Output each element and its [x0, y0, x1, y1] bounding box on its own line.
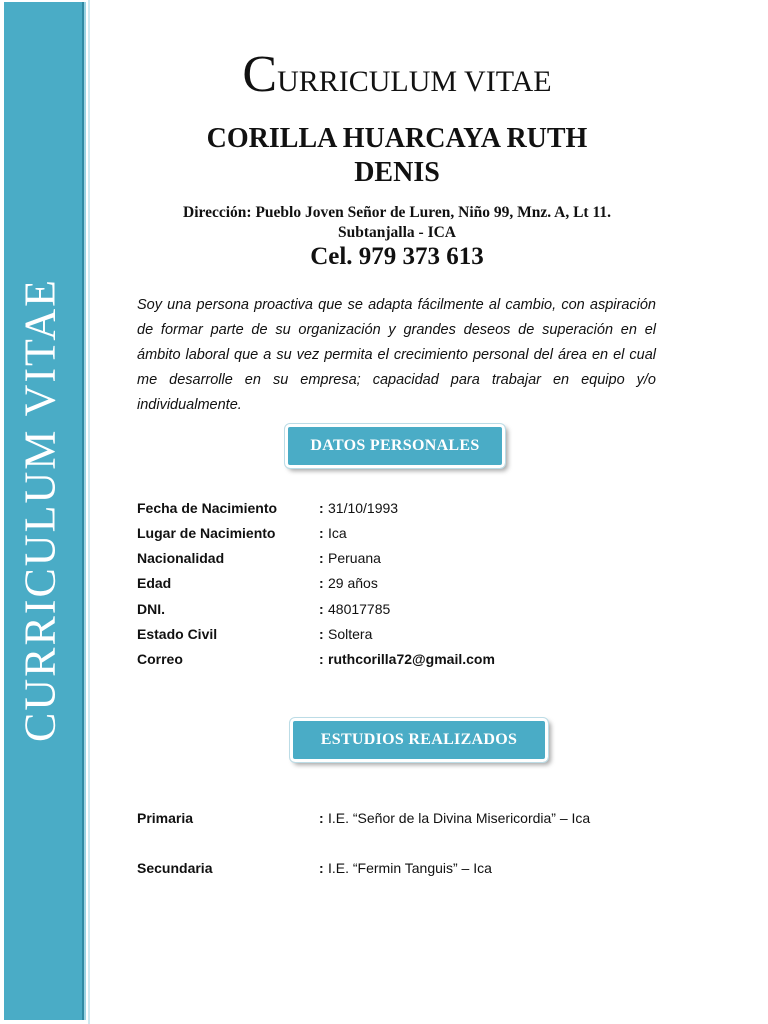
- side-banner: [4, 2, 84, 1020]
- page-title-initial: C: [242, 46, 278, 103]
- row-colon: :: [319, 810, 324, 826]
- phone-number: Cel. 979 373 613: [310, 243, 484, 270]
- page-title-rest: URRICULUM VITAE: [277, 65, 552, 98]
- row-label: Lugar de Nacimiento: [137, 525, 276, 541]
- row-value: 31/10/1993: [328, 500, 399, 516]
- row-value: Peruana: [328, 550, 381, 566]
- datos-row: [137, 598, 697, 620]
- row-label: Estado Civil: [137, 626, 218, 642]
- row-value: I.E. “Fermin Tanguis” – Ica: [328, 860, 492, 876]
- row-value: 29 años: [328, 575, 378, 591]
- row-colon: :: [319, 626, 324, 642]
- datos-row: [137, 623, 697, 645]
- row-label: Correo: [137, 651, 183, 667]
- section-header-datos-personales: DATOS PERSONALES: [285, 424, 505, 468]
- row-value: Ica: [328, 525, 347, 541]
- row-label: Fecha de Nacimiento: [137, 500, 278, 516]
- row-value: 48017785: [328, 601, 391, 617]
- row-label: DNI.: [137, 601, 165, 617]
- datos-row: [137, 572, 697, 594]
- row-value: I.E. “Señor de la Divina Misericordia” – Ica: [328, 810, 591, 826]
- estudios-row: [137, 857, 697, 879]
- section-header-estudios-realizados: ESTUDIOS REALIZADOS: [290, 718, 548, 762]
- row-colon: :: [319, 575, 324, 591]
- datos-row: [137, 497, 697, 519]
- row-colon: :: [319, 601, 324, 617]
- datos-row: [137, 648, 697, 670]
- address: [137, 203, 657, 243]
- profile-summary: Soy una persona proactiva que se adapta fácilmente al cambio, con aspiración de formar parte de su organización y grandes deseos de superación en el ámbito laboral que a su vez permita el crecimiento personal del área en el cual me desarrolle en su empresa; capacidad para trabajar en equipo y/o individualmente.: [137, 297, 656, 413]
- address-line2: Subtanjalla - ICA: [338, 224, 456, 241]
- row-colon: :: [319, 525, 324, 541]
- row-label: Secundaria: [137, 860, 213, 876]
- datos-row: [137, 522, 697, 544]
- row-colon: :: [319, 500, 324, 516]
- row-label: Primaria: [137, 810, 194, 826]
- estudios-row: [137, 807, 697, 829]
- row-colon: :: [319, 651, 324, 667]
- email-value: ruthcorilla72@gmail.com: [328, 651, 495, 667]
- datos-row: [137, 547, 697, 569]
- candidate-name-line1: CORILLA HUARCAYA RUTH: [206, 123, 588, 154]
- page-title: [137, 46, 657, 107]
- candidate-name-line2: DENIS: [354, 157, 440, 188]
- address-line1: Dirección: Pueblo Joven Señor de Luren, Niño 99, Mnz. A, Lt 11.: [183, 204, 611, 221]
- side-banner-title: CURRICULUM VITAE: [15, 277, 65, 743]
- row-colon: :: [319, 550, 324, 566]
- row-label: Edad: [137, 575, 172, 591]
- side-divider: [88, 0, 90, 1024]
- candidate-name: [137, 122, 657, 190]
- row-value: Soltera: [328, 626, 373, 642]
- row-colon: :: [319, 860, 324, 876]
- row-label: Nacionalidad: [137, 550, 225, 566]
